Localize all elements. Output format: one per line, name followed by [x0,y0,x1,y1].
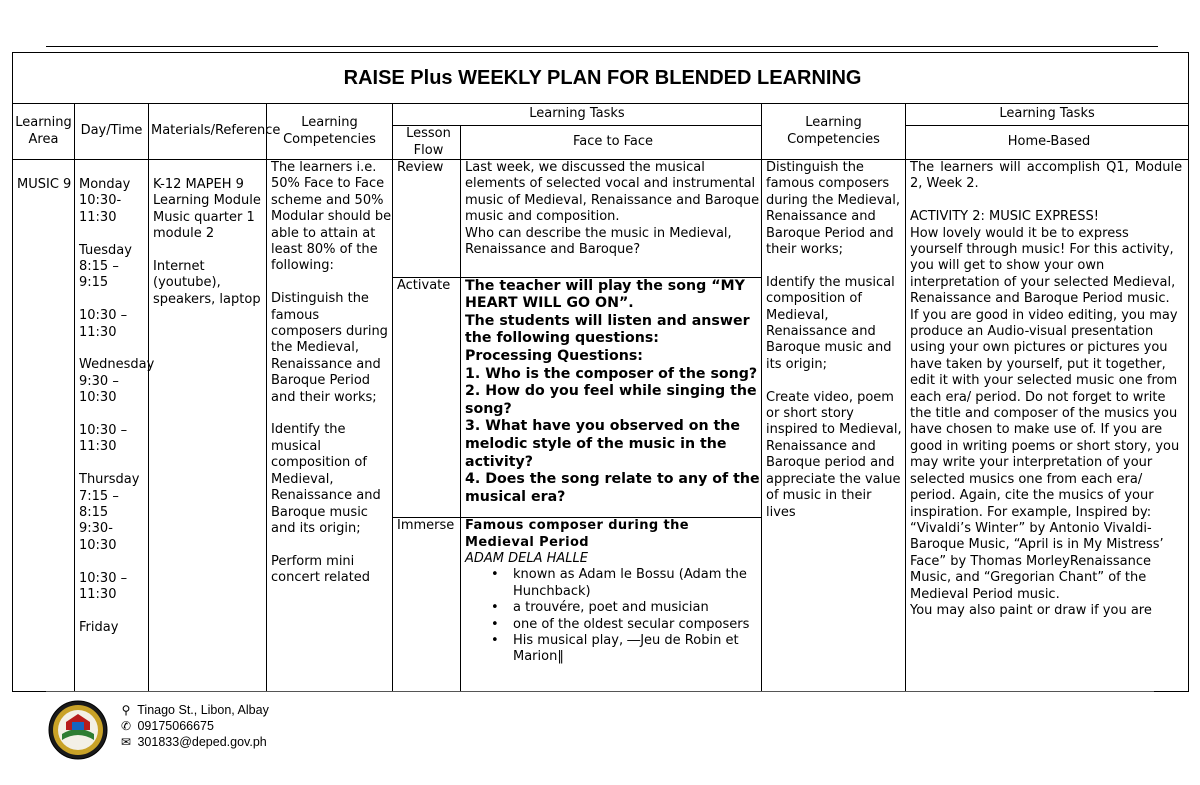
activate-line: 2. How do you feel while singing the song? [465,383,757,417]
header-lesson-flow: Lesson Flow [393,126,461,160]
competency-item: Distinguish the famous composers during the Medieval, Renaissance and Baroque Period and their works; [766,160,901,258]
competency-item: Identify the musical composition of Medieval, Renaissance and Baroque music and its origin; [766,274,895,372]
header-competencies-right: Learning Competencies [762,104,906,160]
competency-item: Distinguish the famous composers during the Medieval, Renaissance and Baroque Period and their works; [271,291,388,405]
location-pin-icon: ⚲ [121,703,131,717]
activate-line: 3. What have you observed on the melodic style of the music in the activity? [465,418,740,470]
activate-line: The teacher will play the song “MY HEART WILL GO ON”. [465,277,745,312]
activate-line: Processing Questions: [465,348,643,365]
schedule-slot: Wednesday 9:30 – 10:30 [79,357,155,406]
header-learning-area: Learning Area [13,104,75,160]
activate-line: The students will listen and answer the following questions: [465,312,750,347]
schedule-slot: 10:30 – 11:30 [79,423,128,455]
bullet-icon: • [491,567,499,583]
list-item [465,633,755,666]
school-seal-logo [48,700,108,760]
header-learning-tasks-right: Learning Tasks [906,104,1189,126]
list-item [465,567,755,600]
schedule-cell [75,160,155,692]
bullet-icon: • [491,600,499,616]
header-face-to-face: Face to Face [461,126,762,160]
email-icon: ✉ [120,735,132,749]
immerse-title: Famous composer during the Medieval Period [465,518,689,550]
plan-title: RAISE Plus WEEKLY PLAN FOR BLENDED LEARNING [13,53,1189,104]
phone-text: 09175066675 [137,719,214,733]
phone-icon: ✆ [120,719,132,733]
learning-area-value: MUSIC 9 [17,177,72,192]
schedule-slot: Thursday 7:15 – 8:15 9:30- 10:30 [79,472,140,553]
composer-facts [465,567,761,665]
competency-item: Perform mini concert related [271,553,371,586]
phone-line [118,719,214,733]
activate-line: 1. Who is the composer of the song? [465,365,758,382]
activate-content [461,277,762,517]
schedule-slot: Tuesday 8:15 – 9:15 [79,242,132,291]
learning-area-cell [13,160,75,692]
bullet-icon: • [491,632,499,648]
header-competencies: Learning Competencies [267,104,393,160]
home-based-cell [906,160,1189,692]
address-line [118,703,269,717]
bullet-icon: • [491,616,499,632]
home-based-intro: The learners will accomplish Q1, Module 2, Week 2. [910,160,1183,192]
composer-name: ADAM DELA HALLE [465,550,589,566]
competency-item: Create video, poem or short story inspired to Medieval, Renaissance and Baroque period and appreciate the value of music in their lives [766,389,902,520]
footer-rule [46,691,1154,692]
material-item: K-12 MAPEH 9 Learning Module Music quarter 1 module 2 [153,177,261,242]
email-line [118,735,267,749]
competencies-left-cell [267,160,393,692]
fact-text: known as Adam le Bossu (Adam the Hunchback) [513,567,747,599]
immerse-content [461,518,762,692]
schedule-slot: Monday 10:30- 11:30 [79,177,131,225]
activity-title: ACTIVITY 2: MUSIC EXPRESS! [910,209,1099,225]
activate-line: 4. Does the song relate to any of the musical era? [465,471,760,505]
lesson-flow-review: Review [393,160,461,278]
review-text: Last week, we discussed the musical elements of selected vocal and instrumental music of Medieval, Renaissance and Baroque music and composition. Who can describe the music in Medieval, Renaissance and Baroque? [465,160,760,258]
schedule-slot: Friday [79,619,119,635]
lesson-flow-immerse: Immerse [393,518,461,692]
list-item [465,600,755,616]
header-learning-tasks: Learning Tasks [393,104,762,126]
fact-text: one of the oldest secular composers [513,616,750,632]
header-day-time: Day/Time [75,104,149,160]
review-content [461,160,762,278]
footer [0,695,1200,785]
competency-item: Identify the musical composition of Medieval, Renaissance and Baroque music and its origin; [271,422,381,536]
fact-text: His musical play, ―Jeu de Robin et Marion‖ [513,632,739,665]
header-materials: Materials/Reference [149,104,267,160]
weekly-plan-table [12,52,1189,692]
list-item [465,617,755,633]
competency-item: The learners i.e. 50% Face to Face scheme and 50% Modular should be able to attain at least 80% of the following: [271,160,392,274]
schedule-slot: 10:30 – 11:30 [79,308,128,340]
fact-text: a trouvére, poet and musician [513,600,709,616]
material-item: Internet (youtube), speakers, laptop [153,259,261,307]
competencies-right-cell [762,160,906,692]
materials-cell [149,160,267,692]
top-rule [46,46,1158,47]
header-home-based: Home-Based [906,126,1189,160]
lesson-flow-activate: Activate [393,277,461,517]
activity-body: How lovely would it be to express yourself through music! For this activity, you will get to show your own interpretation of your selected Medieval, Renaissance and Baroque Period music. If you are good in video editing, you may produce an Audio-visual presentation using your own pictures or pictures you have taken by yourself, put it together, edit it with your selected music one from each era/ period. Do not forget to write the title and composer of the musics you have chosen to make use of. If you are good in writing poems or short story, you may write your interpretation of your selected musics one from each era/ period. Again, cite the musics of your inspiration. For example, Inspired by: “Vivaldi’s Winter” by Antonio Vivaldi- Baroque Music, “April is in My Mistress’ Face” by Thomas MorleyRenaissance Music, and “Gregorian Chant” of the Medieval Period music. You may also paint or draw if you are [910,225,1180,618]
schedule-slot: 10:30 – 11:30 [79,570,128,603]
email-text: 301833@deped.gov.ph [137,735,267,749]
address-text: Tinago St., Libon, Albay [137,703,269,717]
